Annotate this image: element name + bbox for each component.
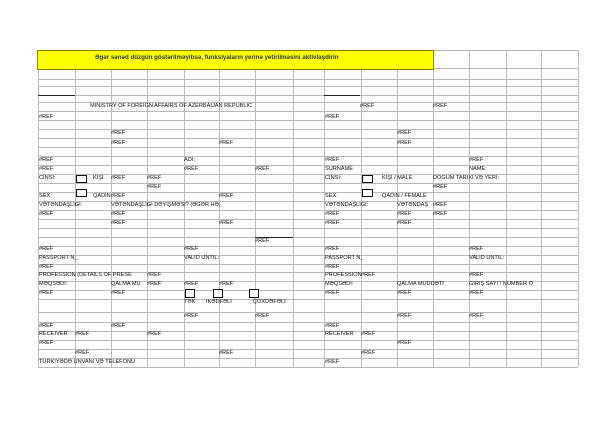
ref-cell[interactable]: #REF xyxy=(433,184,448,190)
kisi-male-label: KİŞİ / MALE xyxy=(382,175,413,181)
grid-row-line xyxy=(38,228,578,229)
valid-until-label: VALID UNTIL: xyxy=(184,255,220,261)
tek-label: TƏK xyxy=(184,299,196,305)
ref-cell[interactable]: #REF xyxy=(75,350,90,356)
grid-row-line xyxy=(38,156,578,157)
visa-type-checkbox[interactable] xyxy=(213,289,223,298)
ref-cell[interactable]: #REF xyxy=(255,166,270,172)
grid-row-line xyxy=(38,299,578,300)
visa-type-checkbox[interactable] xyxy=(185,289,195,298)
ref-cell[interactable]: #REF xyxy=(397,290,412,296)
gender-checkbox[interactable] xyxy=(362,175,373,183)
ref-cell[interactable]: #REF xyxy=(184,313,199,319)
ref-cell[interactable]: #REF xyxy=(111,175,126,181)
ref-cell[interactable]: #REF xyxy=(184,166,199,172)
ref-cell[interactable]: #REF xyxy=(39,340,54,346)
cell-border xyxy=(38,95,75,96)
sex-label: SEX: xyxy=(39,193,52,199)
ref-cell[interactable]: #REF xyxy=(361,331,376,337)
ref-cell[interactable]: #REF xyxy=(325,157,340,163)
qadin-female-label: QADIN / FEMALE xyxy=(382,193,427,199)
gender-checkbox[interactable] xyxy=(76,189,87,197)
grid-row-line xyxy=(38,367,578,368)
grid-row-line xyxy=(38,340,578,341)
ad-label: ADI: xyxy=(184,157,195,163)
ref-cell[interactable]: #REF xyxy=(433,211,448,217)
ref-cell[interactable]: #REF xyxy=(469,246,484,252)
ref-cell[interactable]: #REF xyxy=(397,211,412,217)
sex-label-right: SEX: xyxy=(325,193,338,199)
ref-cell[interactable]: #REF xyxy=(469,157,484,163)
profession-label-right: PROFESSION xyxy=(325,272,362,278)
ref-cell[interactable]: #REF xyxy=(433,103,448,109)
gender-checkbox[interactable] xyxy=(76,175,87,183)
grid-column-line xyxy=(506,50,507,367)
ref-cell[interactable]: #REF xyxy=(39,211,54,217)
ref-cell[interactable]: #REF xyxy=(147,184,162,190)
ref-cell[interactable]: #REF xyxy=(75,331,90,337)
warning-banner-text: Əgər sənəd düzgün göstərilməyibsə, funksiyaların yerinə yetirilməsini aktivləşdirin xyxy=(95,54,339,61)
grid-row-line xyxy=(38,95,578,96)
ref-cell[interactable]: #REF xyxy=(325,264,340,270)
grid-row-line xyxy=(38,147,578,148)
passport-label-right: PASSPORT N_ xyxy=(325,255,364,261)
grid-row-line xyxy=(38,138,578,139)
ref-cell[interactable]: #REF xyxy=(147,281,162,287)
ref-cell[interactable]: #REF xyxy=(255,238,270,244)
ref-cell[interactable]: #REF xyxy=(111,323,126,329)
ref-cell[interactable]: #REF xyxy=(469,272,484,278)
cell-border xyxy=(324,95,360,96)
qalma-muddeti-label: QALMA MÜDDƏTİ xyxy=(397,281,444,287)
grid-row-line xyxy=(38,349,578,350)
ref-cell[interactable]: #REF xyxy=(219,350,234,356)
grid-row-line xyxy=(38,183,578,184)
ref-cell[interactable]: #REF xyxy=(325,211,340,217)
dogum-label: DOĞUM TARİXİ VƏ YERİ: xyxy=(433,175,500,181)
ref-cell[interactable]: #REF xyxy=(147,175,162,181)
ref-cell[interactable]: #REF xyxy=(433,202,448,208)
name-label: NAME: xyxy=(469,166,487,172)
meqsedi-label: MƏQSƏDİ: xyxy=(39,281,68,287)
ref-cell[interactable]: #REF xyxy=(39,166,54,172)
ref-cell[interactable]: #REF xyxy=(325,220,340,226)
meqsedi-label-right: MƏQSƏDİ: xyxy=(325,281,354,287)
ref-cell[interactable]: #REF xyxy=(325,114,340,120)
ref-cell[interactable]: #REF xyxy=(397,220,412,226)
ref-cell[interactable]: #REF xyxy=(469,290,484,296)
vetendasligi-label-right: VƏTƏNDAŞLIĞI: xyxy=(325,202,369,208)
ref-cell[interactable]: #REF xyxy=(397,313,412,319)
vetendasligi-label: VƏTƏNDAŞLIĞI: xyxy=(39,202,83,208)
receiver-label: RECEIVER xyxy=(39,331,68,337)
ref-cell[interactable]: #REF xyxy=(325,290,340,296)
ref-cell[interactable]: #REF xyxy=(397,130,412,136)
grid-row-line xyxy=(38,246,578,247)
ref-cell[interactable]: #REF xyxy=(39,114,54,120)
surname-label: SURNAME xyxy=(325,166,353,172)
ref-cell[interactable]: #REF xyxy=(111,140,126,146)
ref-cell[interactable]: #REF xyxy=(361,350,376,356)
ref-cell[interactable]: #REF xyxy=(325,359,340,365)
ref-cell[interactable]: #REF xyxy=(111,290,126,296)
grid-column-line xyxy=(293,50,294,367)
vetendasligi-deyisme-label: VƏTƏNDAŞLIĞI DƏYİŞMƏSİ? (ƏGƏR HƏ, xyxy=(111,202,221,208)
grid-row-line xyxy=(38,79,578,80)
kisi-label: KİŞİ xyxy=(93,175,104,181)
ref-cell[interactable]: #REF xyxy=(397,140,412,146)
ref-cell[interactable]: #REF xyxy=(219,140,234,146)
gender-checkbox[interactable] xyxy=(362,189,373,197)
ref-cell[interactable]: #REF xyxy=(219,220,234,226)
ref-cell[interactable]: #REF xyxy=(184,246,199,252)
grid-row-line xyxy=(38,86,578,87)
ref-cell[interactable]: #REF xyxy=(111,211,126,217)
ref-cell[interactable]: #REF xyxy=(111,220,126,226)
grid-column-line xyxy=(541,50,542,367)
grid-row-line xyxy=(38,165,578,166)
vetendas-label: VƏTƏNDAŞ xyxy=(397,202,429,208)
giris-label: GİRİŞ SAYI / NUMBER O xyxy=(469,281,533,287)
cinsi-label-right: CİNSİ: xyxy=(325,175,342,181)
visa-type-checkbox[interactable] xyxy=(249,289,259,298)
ref-cell[interactable]: #REF xyxy=(147,331,162,337)
ref-cell[interactable]: #REF xyxy=(39,290,54,296)
ref-cell[interactable]: #REF xyxy=(147,272,162,278)
ref-cell[interactable]: #REF xyxy=(325,246,340,252)
grid-row-line xyxy=(38,331,578,332)
grid-row-line xyxy=(38,237,578,238)
grid-row-line xyxy=(38,111,578,112)
ref-cell[interactable]: #REF xyxy=(39,157,54,163)
receiver-label-right: RECEIVER xyxy=(325,331,354,337)
ref-cell[interactable]: #REF xyxy=(184,281,199,287)
ref-cell[interactable]: #REF xyxy=(325,323,340,329)
ref-cell[interactable]: #REF xyxy=(219,193,234,199)
kedefeli-label: İKƏDFƏLİ xyxy=(206,299,232,305)
ref-cell[interactable]: #REF xyxy=(111,193,126,199)
ref-cell[interactable]: #REF xyxy=(39,246,54,252)
ref-cell[interactable]: #REF xyxy=(255,313,270,319)
ref-cell[interactable]: #REF xyxy=(397,340,412,346)
coxdefeli-label: ÇOXDƏFƏLİ xyxy=(253,299,286,305)
grid-row-line xyxy=(38,312,578,313)
ref-cell[interactable]: #REF xyxy=(111,130,126,136)
grid-column-line xyxy=(578,50,579,367)
grid-row-line xyxy=(38,264,578,265)
qadin-label: QADIN xyxy=(93,193,111,199)
passport-label: PASSPORT N_ xyxy=(39,255,78,261)
turkiye-address-label: TÜRKİYƏDƏ ÜNVANI VƏ TELEFONU xyxy=(39,359,136,365)
grid-row-line xyxy=(38,120,578,121)
ministry-title: MINISTRY OF FOREIGN AFFAIRS OF AZERBAIJAN REPUBLIC xyxy=(90,103,253,109)
ref-cell[interactable]: #REF xyxy=(39,323,54,329)
valid-until-label-right: VALID UNTIL: xyxy=(469,255,505,261)
ref-cell[interactable]: #REF xyxy=(219,281,234,287)
ref-cell[interactable]: #REF xyxy=(361,272,376,278)
qalma-mud-label: QALMA MÜ xyxy=(111,281,141,287)
cinsi-label: CİNSİ: xyxy=(39,175,56,181)
profession-label: PROFESSION (DETAILS OF PRESE xyxy=(39,272,132,278)
ref-cell[interactable]: #REF xyxy=(469,313,484,319)
ref-cell[interactable]: #REF xyxy=(360,103,375,109)
ref-cell[interactable]: #REF xyxy=(39,264,54,270)
